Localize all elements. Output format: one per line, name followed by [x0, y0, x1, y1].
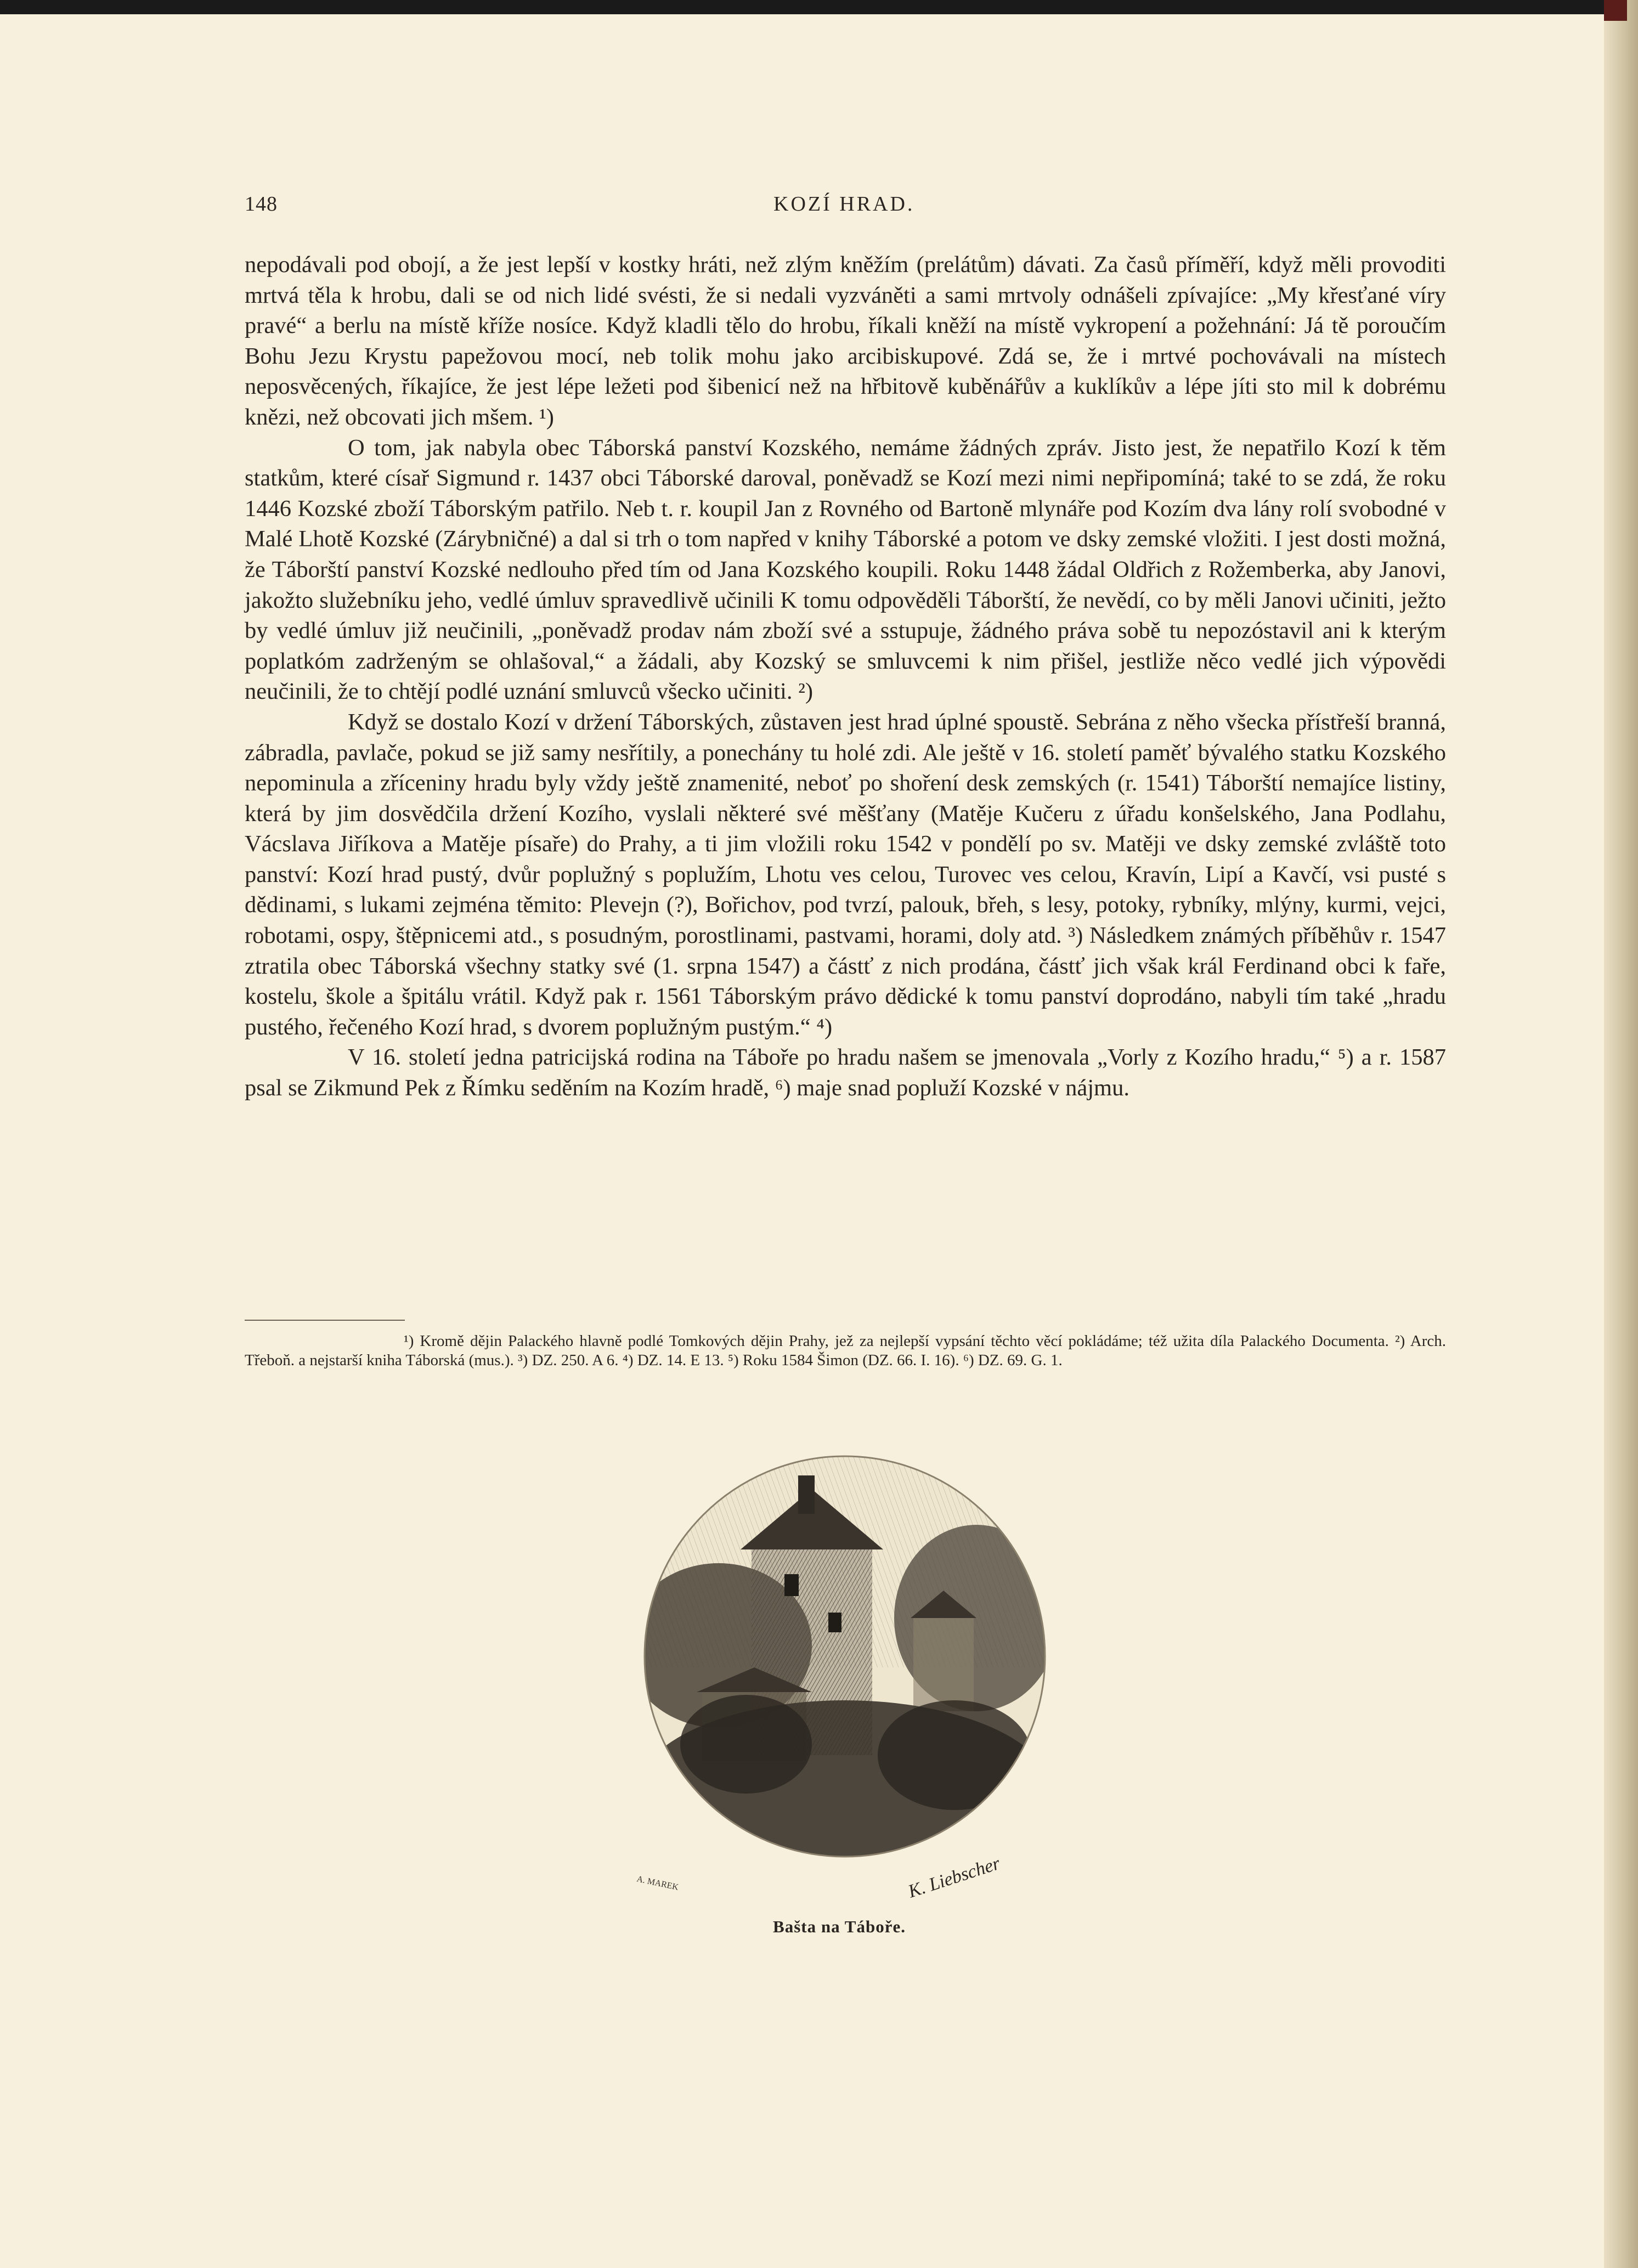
body-text: [245, 250, 1446, 1104]
scan-edge-right: [1604, 0, 1638, 2268]
scan-corner-mark: [1604, 0, 1627, 21]
artist-signature: K. Liebscher: [906, 1853, 1003, 1902]
engraving-illustration: [625, 1437, 1059, 1909]
footnotes: [245, 1332, 1446, 1370]
engraver-mark: A. MAREK: [636, 1874, 680, 1892]
paragraph-2: O tom, jak nabyla obec Táborská panství Kozského, nemáme žádných zpráv. Jisto jest, že nepatřilo Kozí k těm statkům, které císař Sigmund r. 1437 obci Táborské daroval, poněvadž se Kozí mezi nimi nepřipomíná; také to se zdá, že roku 1446 Kozské zboží Táborským patřilo. Neb t. r. koupil Jan z Rovného od Bartoně mlynáře pod Kozím dva lány rolí svobodné v Malé Lhotě Kozské (Zárybničné) a dal si trh o tom napřed v knihy Táborské a potom ve dsky zemské vložiti. I jest dosti možná, že Táborští panství Kozské nedlouho před tím od Jana Kozského koupili. Roku 1448 žádal Oldřich z Rožemberka, aby Janovi, jakožto služebníku jeho, vedlé úmluv spravedlivě učinili K tomu odpověděli Táborští, že nevědí, co by měli Janovi učiniti, ježto by vedlé úmluv již neučinili, „poněvadž prodav nám zboží své a sstupuje, žádného práva sobě tu nepozóstavil ani k kterým poplatkóm zadrženým se ohlašoval,“ a žádali, aby Kozský se smluvcemi k nim přišel, jestliže něco vedlé jich výpovědi neučinili, že to chtějí podlé uznání smluvců všecko učiniti. ²): [245, 434, 1446, 705]
paragraph-3: Když se dostalo Kozí v držení Táborských, zůstaven jest hrad úplné spoustě. Sebrána z něho všecka přístřeší branná, zábradla, pavlače, pokud se již samy nesřítily, a ponechány tu holé zdi. Ale ještě v 16. století paměť bývalého statku Kozského nepominula a zříceniny hradu byly vždy ještě znamenité, neboť po shoření desk zemských (r. 1541) Táborští nemajíce listiny, která by jim dosvědčila držení Kozího, vyslali některé své měšťany (Matěje Kučeru z úřadu konšelského, Jana Podlahu, Vácslava Jiříkova a Matěje písaře) do Prahy, a ti jim vložili roku 1542 v pondělí po sv. Matěji ve dsky zemské zvláště toto panství: Kozí hrad pustý, dvůr poplužný s poplužím, Lhotu ves celou, Turovec ves celou, Kravín, Lipí a Kavčí, vsi pusté s dědinami, s lukami zejména těmito: Plevejn (?), Bořichov, pod tvrzí, palouk, břeh, s lesy, potoky, rybníky, mlýny, kurmi, vejci, robotami, ospy, štěpnicemi atd., s posudným, porostlinami, pastvami, horami, doly atd. ³) Následkem známých příběhův r. 1547 ztratila obec Táborská všechny statky své (1. srpna 1547) a částť z nich prodána, částť jich však král Ferdinand obci k faře, kostelu, škole a špitálu vrátil. Když pak r. 1561 Táborským právo dědické k tomu panství doprodáno, nabyli tím také „hradu pustého, řečeného Kozí hrad, s dvorem poplužným pustým.“ ⁴): [245, 709, 1446, 1040]
page-number: 148: [245, 193, 278, 216]
paragraph-1: nepodávali pod obojí, a že jest lepší v kostky hráti, než zlým kněžím (prelátům) dávati. Za časů příměří, když měli provoditi mrtvá těla k hrobu, dali se od nich lidé svésti, že si nedali vyzváněti a sami mrtvoly odnášeli zpívajíce: „My křesťané víry pravé“ a berlu na místě kříže nosíce. Když kladli tělo do hrobu, říkali kněží na místě vykropení a požehnání: Já tě poroučím Bohu Jezu Krystu papežovou mocí, neb tolik mohu jako arcibiskupové. Zdá se, že i mrtvé pochovávali na místech neposvěcených, říkajíce, že jest lépe ležeti pod šibenicí než na hřbitově kuběnářův a kuklíkův a lépe jíti sto mil k dobrému knězi, než obcovati jich mšem. ¹): [245, 252, 1446, 430]
figure-caption: Bašta na Táboře.: [773, 1917, 906, 1936]
scan-edge-top: [0, 0, 1638, 14]
footnote-text: ¹) Kromě dějin Palackého hlavně podlé Tomkových dějin Prahy, jež za nejlepší vypsání těchto věcí pokládáme; též užita díla Palackého Documenta. ²) Arch. Třeboň. a nejstarší kniha Táborská (mus.). ³) DZ. 250. A 6. ⁴) DZ. 14. E 13. ⁵) Roku 1584 Šimon (DZ. 66. I. 16). ⁶) DZ. 69. G. 1.: [245, 1332, 1446, 1369]
running-head: KOZÍ HRAD.: [773, 193, 915, 216]
paragraph-4: V 16. století jedna patricijská rodina na Táboře po hradu našem se jmenovala „Vorly z Kozího hradu,“ ⁵) a r. 1587 psal se Zikmund Pek z Římku seděním na Kozím hradě, ⁶) maje snad popluží Kozské v nájmu.: [245, 1044, 1446, 1101]
footnote-divider: [245, 1320, 405, 1321]
